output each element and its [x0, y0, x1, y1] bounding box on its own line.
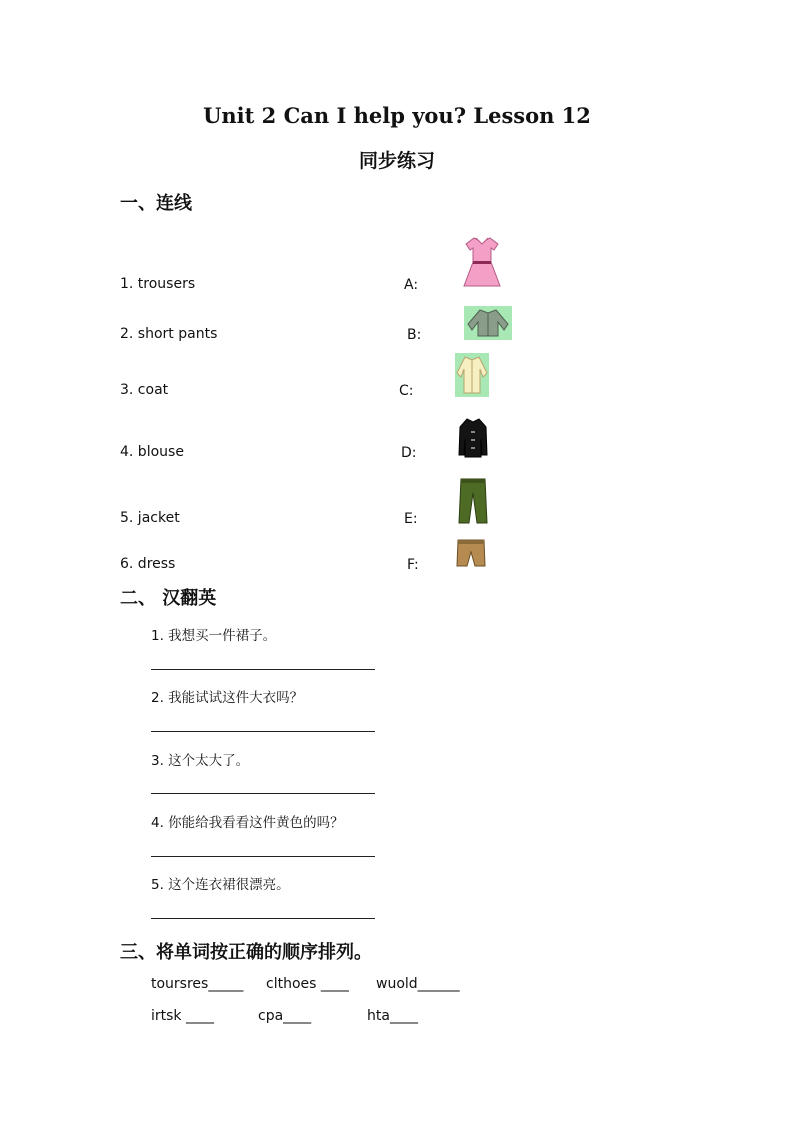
section3-heading: 三、将单词按正确的顺序排列。 — [120, 942, 372, 963]
match-item: 2. short pants — [120, 326, 218, 342]
match-letter: B: — [407, 327, 422, 343]
translation-question: 5. 这个连衣裙很漂亮。 — [151, 877, 290, 893]
scrambled-word: wuold______ — [376, 976, 460, 992]
match-letter: F: — [407, 557, 419, 573]
section1-heading: 一、连线 — [120, 193, 192, 214]
translation-question: 4. 你能给我看看这件黄色的吗？ — [151, 815, 344, 831]
match-item: 6. dress — [120, 556, 176, 572]
pink-dress-icon — [460, 234, 504, 290]
match-letter: C: — [399, 383, 414, 399]
answer-line[interactable] — [151, 856, 375, 857]
brown-shorts-icon — [455, 538, 487, 568]
scrambled-word: hta____ — [367, 1008, 418, 1024]
page-title: Unit 2 Can I help you? Lesson 12 — [203, 103, 591, 128]
green-trousers-icon — [457, 477, 489, 525]
scrambled-word: clthoes ____ — [266, 976, 349, 992]
translation-question: 2. 我能试试这件大衣吗？ — [151, 690, 304, 706]
scrambled-word: toursres_____ — [151, 976, 244, 992]
match-item: 3. coat — [120, 382, 169, 398]
match-letter: D: — [401, 445, 417, 461]
match-item: 1. trousers — [120, 276, 196, 292]
answer-line[interactable] — [151, 918, 375, 919]
answer-line[interactable] — [151, 793, 375, 794]
scrambled-word: cpa____ — [258, 1008, 312, 1024]
translation-question: 3. 这个太大了。 — [151, 753, 250, 769]
black-coat-icon — [456, 417, 490, 459]
match-item: 4. blouse — [120, 444, 184, 460]
answer-line[interactable] — [151, 669, 375, 670]
match-letter: E: — [404, 511, 418, 527]
translation-question: 1. 我想买一件裙子。 — [151, 628, 277, 644]
page-subtitle: 同步练习 — [358, 150, 435, 172]
grey-jacket-icon — [464, 306, 512, 340]
match-letter: A: — [404, 277, 419, 293]
cream-blouse-icon — [455, 353, 489, 397]
section2-heading: 二、 汉翻英 — [120, 588, 217, 609]
answer-line[interactable] — [151, 731, 375, 732]
match-item: 5. jacket — [120, 510, 180, 526]
scrambled-word: irtsk ____ — [151, 1008, 214, 1024]
